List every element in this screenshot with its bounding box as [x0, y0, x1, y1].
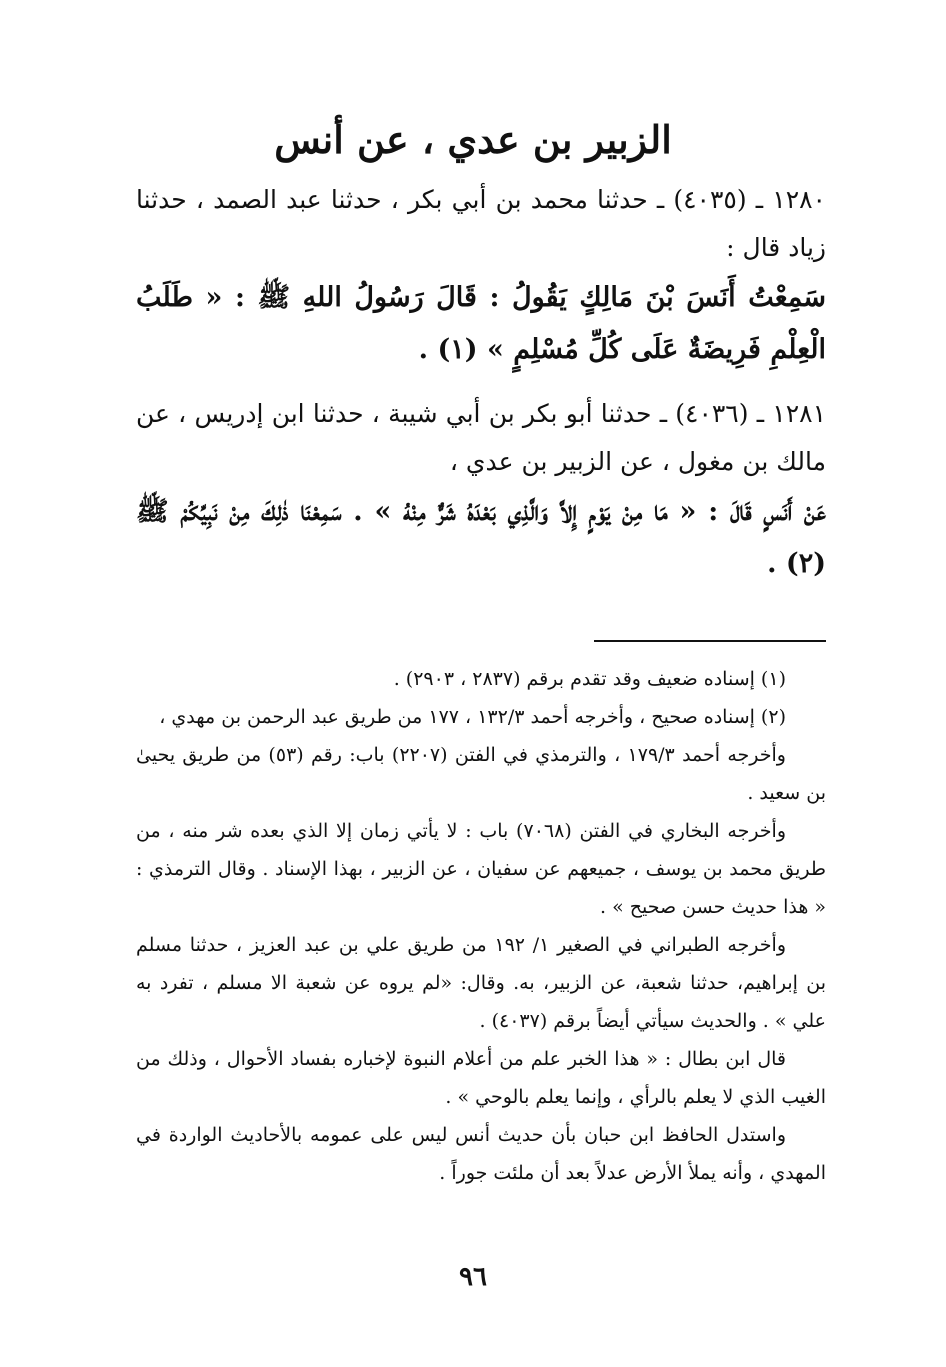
hadith-1280-matn: سَمِعْتُ أَنَسَ بْنَ مَالِكٍ يَقُولُ : قَالَ رَسُولُ اللهِ ﷺ : « طَلَبُ الْعِلْمِ فَرِيضَةٌ عَلَى كُلِّ مُسْلِمٍ » (١) . — [136, 282, 826, 365]
chapter-title: الزبير بن عدي ، عن أنس — [274, 117, 672, 162]
footnote-2-ibn-hibban: واستدل الحافظ ابن حبان بأن حديث أنس ليس على عمومه بالأحاديث الواردة في المهدي ، وأنه يملأ الأرض عدلاً بعد أن ملئت جوراً . — [136, 1124, 826, 1184]
footnote-2-tabarani: وأخرجه الطبراني في الصغير ١/ ١٩٢ من طريق علي بن عبد العزيز ، حدثنا مسلم بن إبراهيم، حدثنا شعبة، عن الزبير، به. وقال: «لم يروه عن شعبة الا مسلم ، تفرد به علي » . والحديث سيأتي أيضاً برقم (٤٠٣٧) . — [136, 934, 826, 1032]
footnote-1: (١) إسناده ضعيف وقد تقدم برقم (٢٨٣٧ ، ٢٩٠٣) . — [393, 668, 786, 690]
hadith-body — [136, 176, 826, 590]
footnotes-section — [136, 660, 826, 1192]
footnote-separator — [594, 640, 826, 642]
hadith-1280-chain: ١٢٨٠ ـ (٤٠٣٥) ـ حدثنا محمد بن أبي بكر ، حدثنا عبد الصمد ، حدثنا زياد قال : — [136, 185, 826, 262]
hadith-1281-chain: ١٢٨١ ـ (٤٠٣٦) ـ حدثنا أبو بكر بن أبي شيبة ، حدثنا ابن إدريس ، عن مالك بن مغول ، عن الزبير بن عدي ، — [136, 399, 826, 476]
footnote-2-bukhari: وأخرجه البخاري في الفتن (٧٠٦٨) باب : لا يأتي زمان إلا الذي بعده شر منه ، من طريق محمد بن يوسف ، جميعهم عن سفيان ، عن الزبير ، بهذا الإسناد . وقال الترمذي : « هذا حديث حسن صحيح » . — [136, 820, 826, 918]
footnote-2: (٢) إسناده صحيح ، وأخرجه أحمد ١٣٢/٣ ، ١٧٧ من طريق عبد الرحمن بن مهدي ، — [159, 706, 786, 728]
footnote-2-ahmad: وأخرجه أحمد ١٧٩/٣ ، والترمذي في الفتن (٢٢٠٧) باب: رقم (٥٣) من طريق يحيىٰ بن سعيد . — [136, 744, 826, 804]
footnote-2-ibn-battal: قال ابن بطال : « هذا الخبر علم من أعلام النبوة لإخباره بفساد الأحوال ، وذلك من الغيب الذي لا يعلم بالرأي ، وإنما يعلم بالوحي » . — [136, 1048, 826, 1108]
page-number: ٩٦ — [459, 1262, 487, 1292]
hadith-1281-matn: عَنْ أَنَسٍ قَالَ : « مَا مِنْ يَوْمٍ إِلاَّ وَالَّذِي بَعْدَهُ شَرٌّ مِنْهُ » . سَمِعْنَا ذٰلِكَ مِنْ نَبِيِّكُمْ ﷺ (٢) . — [136, 496, 826, 579]
